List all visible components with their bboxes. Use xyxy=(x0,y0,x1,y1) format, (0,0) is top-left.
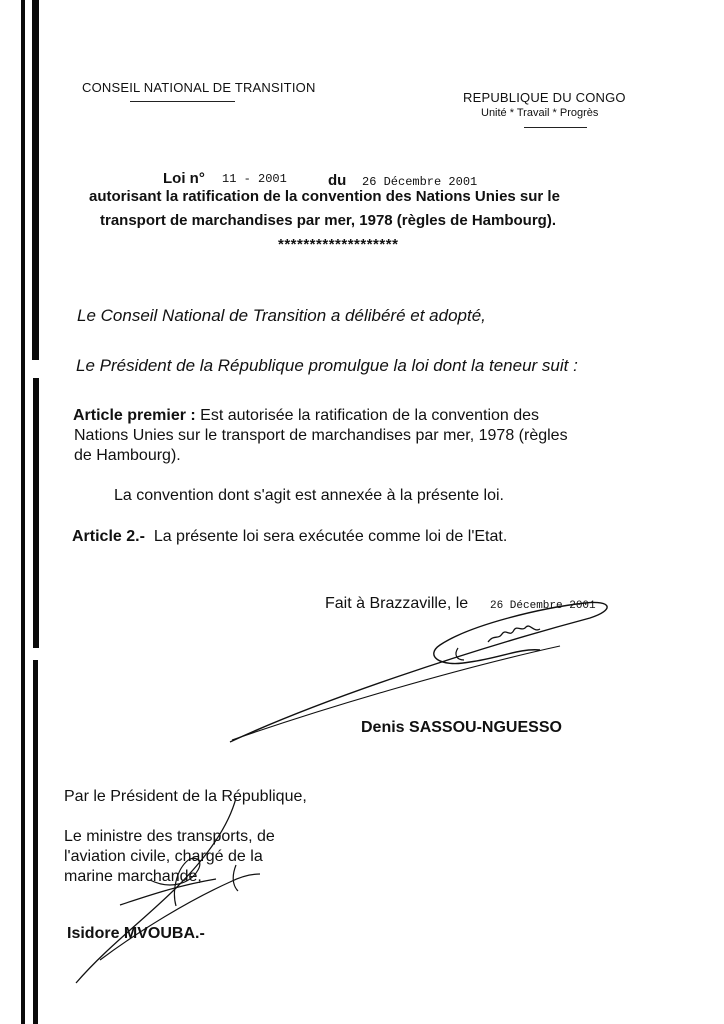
law-number-prefix: Loi n° xyxy=(163,170,205,187)
header-right-title: REPUBLIQUE DU CONGO xyxy=(463,90,626,105)
article-1-line-2: Nations Unies sur le transport de marchandises par mer, 1978 (règles xyxy=(74,427,568,444)
law-number: 11 - 2001 xyxy=(222,172,287,186)
article-1-label: Article premier : xyxy=(73,407,196,424)
president-name: Denis SASSOU-NGUESSO xyxy=(361,719,562,736)
header-left-title: CONSEIL NATIONAL DE TRANSITION xyxy=(82,80,316,95)
preamble-line-2: Le Président de la République promulgue la loi dont la teneur suit : xyxy=(76,356,578,375)
article-1-line-1: Est autorisée la ratification de la convention des xyxy=(200,407,540,424)
header-motto: Unité * Travail * Progrès xyxy=(481,107,599,119)
minister-name: Isidore MVOUBA.- xyxy=(67,925,205,942)
preamble-line-1: Le Conseil National de Transition a délibéré et adopté, xyxy=(77,306,486,325)
law-subject-line-2: transport de marchandises par mer, 1978 (règles de Hambourg). xyxy=(100,212,556,229)
countersign-line-4: marine marchande, xyxy=(64,868,202,885)
article-1-annex: La convention dont s'agit est annexée à la présente loi. xyxy=(114,487,504,504)
countersign-line-1: Par le Président de la République, xyxy=(64,788,307,805)
article-2-label: Article 2.- xyxy=(72,528,145,545)
law-subject-line-1: autorisant la ratification de la convention des Nations Unies sur le xyxy=(89,188,560,205)
signature-place: Fait à Brazzaville, le xyxy=(325,595,469,612)
countersign-line-3: l'aviation civile, chargé de la xyxy=(64,848,263,865)
law-date: 26 Décembre 2001 xyxy=(362,175,478,189)
law-date-prefix: du xyxy=(328,172,347,189)
article-1-line-3: de Hambourg). xyxy=(74,447,181,464)
countersign-line-2: Le ministre des transports, de xyxy=(64,828,275,845)
law-stars: ******************* xyxy=(278,236,399,253)
signature-date: 26 Décembre 2001 xyxy=(490,600,596,612)
article-2-text: La présente loi sera exécutée comme loi de l'Etat. xyxy=(153,528,508,545)
